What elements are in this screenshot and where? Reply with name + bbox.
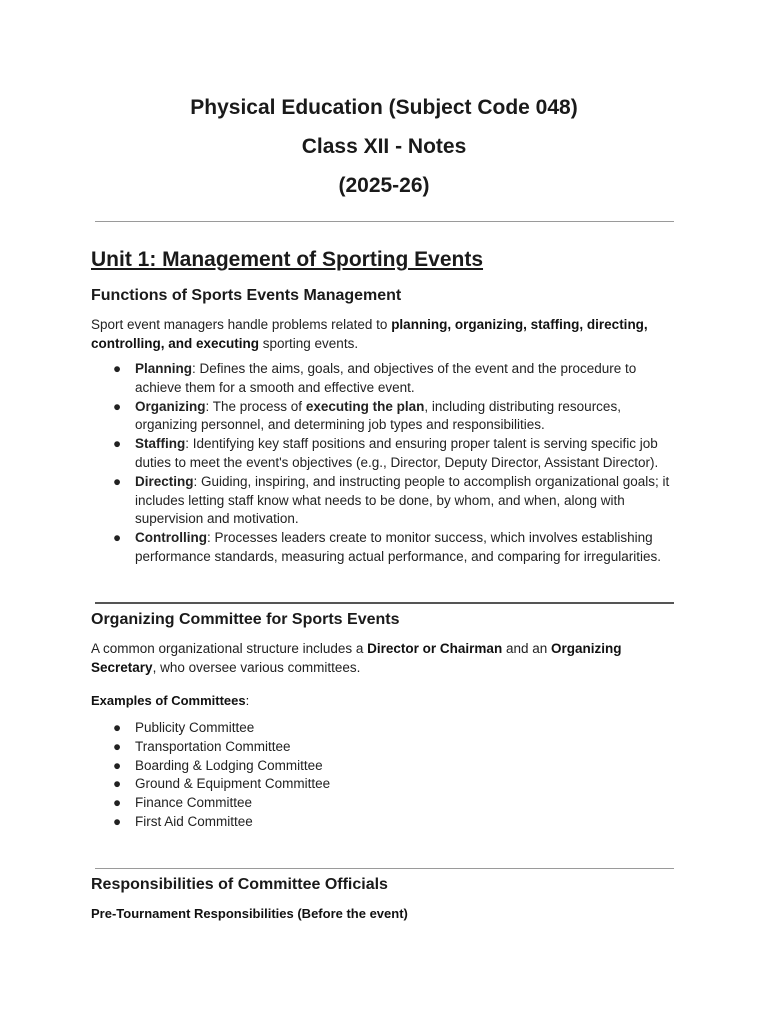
list-item: ● Boarding & Lodging Committee [113,757,681,776]
list-item: ● Organizing: The process of executing the plan, including distributing resources, organizing personnel, and determining job types and responsibilities. [113,398,621,433]
list-item: ● First Aid Committee [113,813,681,832]
title-line-subject: Physical Education (Subject Code 048) [190,96,578,119]
bullet-icon: ● [113,473,122,489]
bullet-icon: ● [113,738,122,754]
list-item: ● Transportation Committee [113,738,681,757]
functions-list [113,360,681,567]
functions-intro: Sport event managers handle problems related to planning, organizing, staffing, directing, controlling, and executing sporting events. [91,317,648,351]
list-item: ● Planning: Defines the aims, goals, and objectives of the event and the procedure to achieve them for a smooth and effective event. [113,361,637,395]
list-item: ● Publicity Committee [113,719,681,738]
examples-label: Examples of Committees: [91,693,250,708]
section-heading-responsibilities: Responsibilities of Committee Officials [91,876,388,893]
section-heading-functions: Functions of Sports Events Management [91,287,402,304]
bullet-icon: ● [113,813,122,829]
bullet-icon: ● [113,776,122,792]
bullet-icon: ● [113,795,122,811]
committee-intro: A common organizational structure includes a Director or Chairman and an Organizing Secretary, who oversee various committees. [91,641,622,675]
document-title [0,88,768,205]
unit-heading: Unit 1: Management of Sporting Events [91,248,484,271]
committee-list [113,719,681,832]
bullet-icon: ● [113,530,122,546]
bullet-icon: ● [113,720,122,735]
list-item: ● Directing: Guiding, inspiring, and instructing people to accomplish organizational goals; it includes letting staff know what needs to be done, by whom, and when, along with supervision and motivation. [113,473,670,527]
bullet-icon: ● [113,361,122,376]
pre-tournament-heading: Pre-Tournament Responsibilities (Before the event) [91,906,408,921]
divider [95,868,674,869]
divider [95,602,674,604]
bullet-icon: ● [113,757,122,773]
title-line-year: (2025-26) [338,174,430,197]
list-item: ● Staffing: Identifying key staff positions and ensuring proper talent is serving specific job duties to meet the event's objectives (e.g., Director, Deputy Director, Assistant Director). [113,436,659,470]
list-item: ● Controlling: Processes leaders create to monitor success, which involves establishing performance standards, measuring actual performance, and comparing for irregularities. [113,530,662,564]
section-heading-committee: Organizing Committee for Sports Events [91,611,400,628]
list-item: ● Ground & Equipment Committee [113,775,681,794]
title-line-class: Class XII - Notes [301,135,467,158]
divider [95,221,674,222]
list-item: ● Finance Committee [113,794,681,813]
bullet-icon: ● [113,436,122,452]
bullet-icon: ● [113,398,122,414]
